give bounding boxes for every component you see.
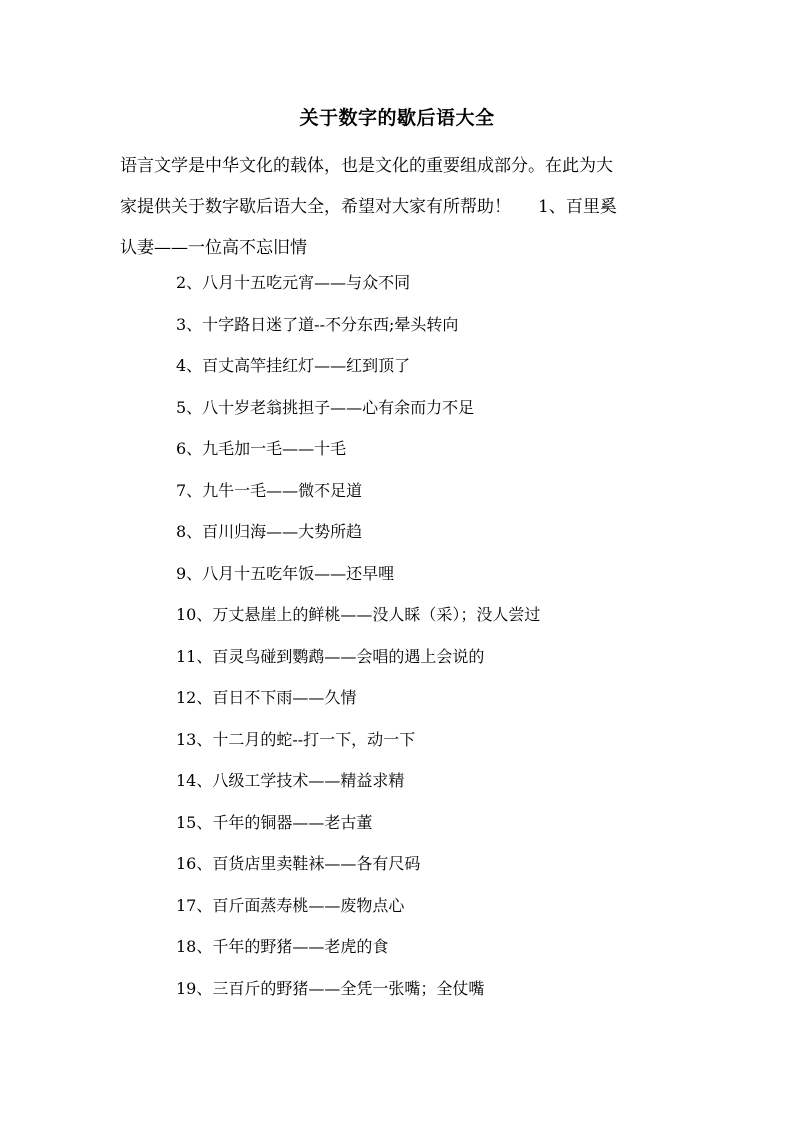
- list-item: 15、千年的铜器——老古董: [176, 812, 373, 832]
- list-item: 11、百灵鸟碰到鹦鹉——会唱的遇上会说的: [176, 646, 485, 666]
- list-item: 14、八级工学技术——精益求精: [176, 771, 405, 790]
- list-item: 8、百川归海——大势所趋: [176, 522, 363, 541]
- list-item: 10、万丈悬崖上的鲜桃——没人睬（采）；没人尝过: [176, 605, 541, 624]
- list-item: 3、十字路日迷了道--不分东西;晕头转向: [176, 314, 459, 334]
- list-item: 4、百丈高竿挂红灯——红到顶了: [176, 356, 411, 375]
- intro-line: 认妻——一位高不忘旧情: [120, 238, 307, 258]
- list-item: 18、千年的野猪——老虎的食: [176, 937, 389, 956]
- list-item: 12、百日不下雨——久情: [176, 688, 357, 707]
- proverb-list: [176, 262, 736, 1009]
- list-item: 2、八月十五吃元宵——与众不同: [176, 273, 411, 292]
- intro-line: 家提供关于数字歇后语大全，希望对大家有所帮助！ 1、百里奚: [120, 197, 617, 217]
- document-title: 关于数字的歇后语大全: [299, 107, 495, 129]
- list-item: 17、百斤面蒸寿桃——废物点心: [176, 895, 405, 915]
- list-item: 13、十二月的蛇--打一下，动一下: [176, 729, 416, 749]
- list-item: 7、九牛一毛——微不足道: [176, 480, 363, 500]
- list-item: 19、三百斤的野猪——全凭一张嘴；全仗嘴: [176, 978, 485, 998]
- intro-paragraph: [120, 146, 680, 269]
- list-item: 9、八月十五吃年饭——还早哩: [176, 563, 395, 583]
- list-item: 5、八十岁老翁挑担子——心有余而力不足: [176, 397, 475, 417]
- intro-line: 语言文学是中华文化的载体，也是文化的重要组成部分。在此为大: [120, 156, 613, 176]
- list-item: 16、百货店里卖鞋袜——各有尺码: [176, 854, 421, 873]
- list-item: 6、九毛加一毛——十毛: [176, 439, 347, 458]
